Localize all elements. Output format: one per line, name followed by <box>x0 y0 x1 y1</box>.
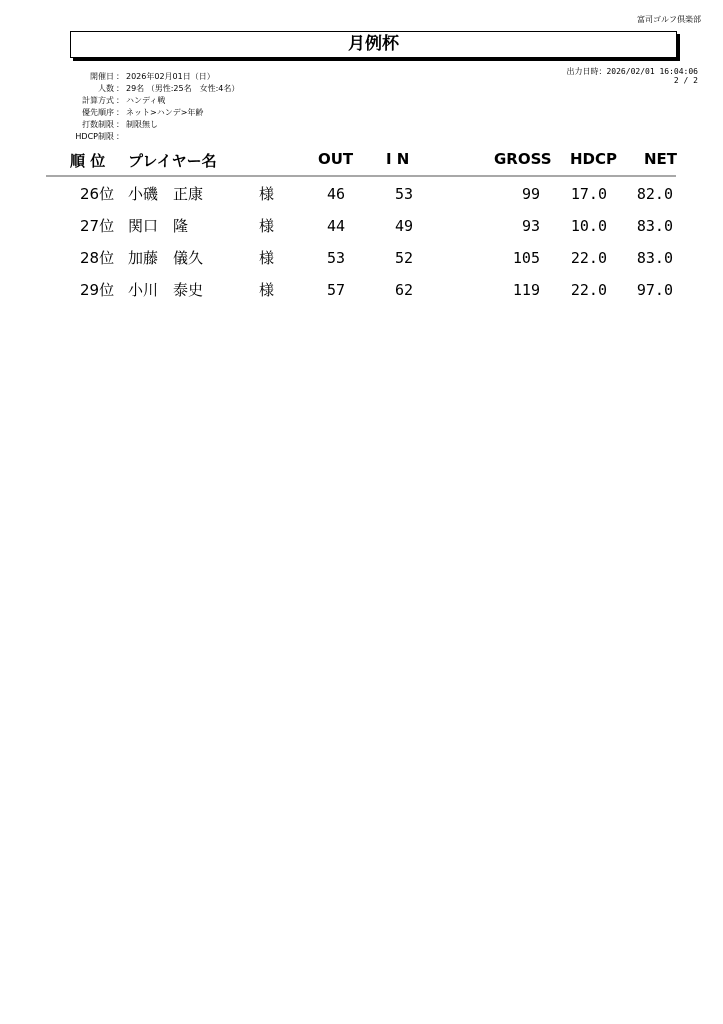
meta-label: 開催日 <box>90 72 114 81</box>
table-row <box>0 180 723 212</box>
net-cell: 97.0 <box>636 281 673 299</box>
honorific-cell: 様 <box>259 185 275 203</box>
honorific-cell: 様 <box>259 217 275 235</box>
meta-row-date <box>62 71 239 83</box>
meta-label: 計算方式 <box>82 96 114 105</box>
meta-label: 人数 <box>98 84 114 93</box>
out-cell: 44 <box>326 217 345 235</box>
net-cell: 82.0 <box>636 185 673 203</box>
honorific-cell: 様 <box>259 249 275 267</box>
net-cell: 83.0 <box>636 249 673 267</box>
header-divider <box>46 175 676 177</box>
gross-cell: 93 <box>521 217 540 235</box>
rank-cell: 27位 <box>80 217 115 235</box>
header-gross: GROSS <box>494 150 552 168</box>
rank-cell: 29位 <box>80 281 115 299</box>
header-in: I N <box>386 150 410 168</box>
output-timestamp: 出力日時：2026/02/01 16:04:06 <box>566 67 698 76</box>
gross-cell: 105 <box>512 249 540 267</box>
hdcp-cell: 10.0 <box>570 217 607 235</box>
hdcp-cell: 17.0 <box>570 185 607 203</box>
in-cell: 53 <box>394 185 413 203</box>
table-header <box>0 150 723 172</box>
meta-row-priority <box>62 107 239 119</box>
meta-separator: ： <box>116 96 124 105</box>
player-name-cell: 加藤 儀久 <box>128 249 204 267</box>
meta-row-stroke-limit <box>62 119 239 131</box>
header-net: NET <box>644 150 678 168</box>
page-title: 月例杯 <box>70 31 677 58</box>
in-cell: 49 <box>394 217 413 235</box>
meta-separator: ： <box>116 72 124 81</box>
meta-label: 打数制限 <box>82 120 114 129</box>
rank-cell: 28位 <box>80 249 115 267</box>
meta-row-count <box>62 83 239 95</box>
hdcp-cell: 22.0 <box>570 249 607 267</box>
out-cell: 53 <box>326 249 345 267</box>
club-name: 富司ゴルフ倶楽部 <box>637 15 701 24</box>
header-player: プレイヤー名 <box>128 152 217 170</box>
meta-value: ハンディ戦 <box>126 96 166 105</box>
header-rank: 順 位 <box>70 152 106 170</box>
table-row <box>0 212 723 244</box>
table-row <box>0 244 723 276</box>
gross-cell: 119 <box>512 281 540 299</box>
out-cell: 57 <box>326 281 345 299</box>
net-cell: 83.0 <box>636 217 673 235</box>
meta-value: ネット>ハンデ>年齢 <box>126 108 204 117</box>
meta-label: HDCP制限 <box>75 132 114 141</box>
meta-separator: ： <box>116 84 124 93</box>
player-name-cell: 関口 隆 <box>128 217 189 235</box>
gross-cell: 99 <box>521 185 540 203</box>
meta-label: 優先順序 <box>82 108 114 117</box>
results-table <box>0 180 723 308</box>
meta-separator: ： <box>116 108 124 117</box>
in-cell: 52 <box>394 249 413 267</box>
hdcp-cell: 22.0 <box>570 281 607 299</box>
header-out: OUT <box>318 150 354 168</box>
player-name-cell: 小磯 正康 <box>128 185 204 203</box>
in-cell: 62 <box>394 281 413 299</box>
meta-value: 2026年02月01日（日） <box>126 72 215 81</box>
rank-cell: 26位 <box>80 185 115 203</box>
out-cell: 46 <box>326 185 345 203</box>
player-name-cell: 小川 泰史 <box>128 281 204 299</box>
meta-separator: ： <box>116 120 124 129</box>
meta-row-method <box>62 95 239 107</box>
header-hdcp: HDCP <box>570 150 618 168</box>
honorific-cell: 様 <box>259 281 275 299</box>
table-row <box>0 276 723 308</box>
page-number: 2 / 2 <box>673 76 698 85</box>
meta-block <box>62 71 239 143</box>
meta-separator: ： <box>116 132 124 141</box>
meta-value: 29名 （男性:25名 女性:4名） <box>126 84 240 93</box>
meta-value: 制限無し <box>126 120 158 129</box>
meta-row-hdcp-limit <box>62 131 239 143</box>
